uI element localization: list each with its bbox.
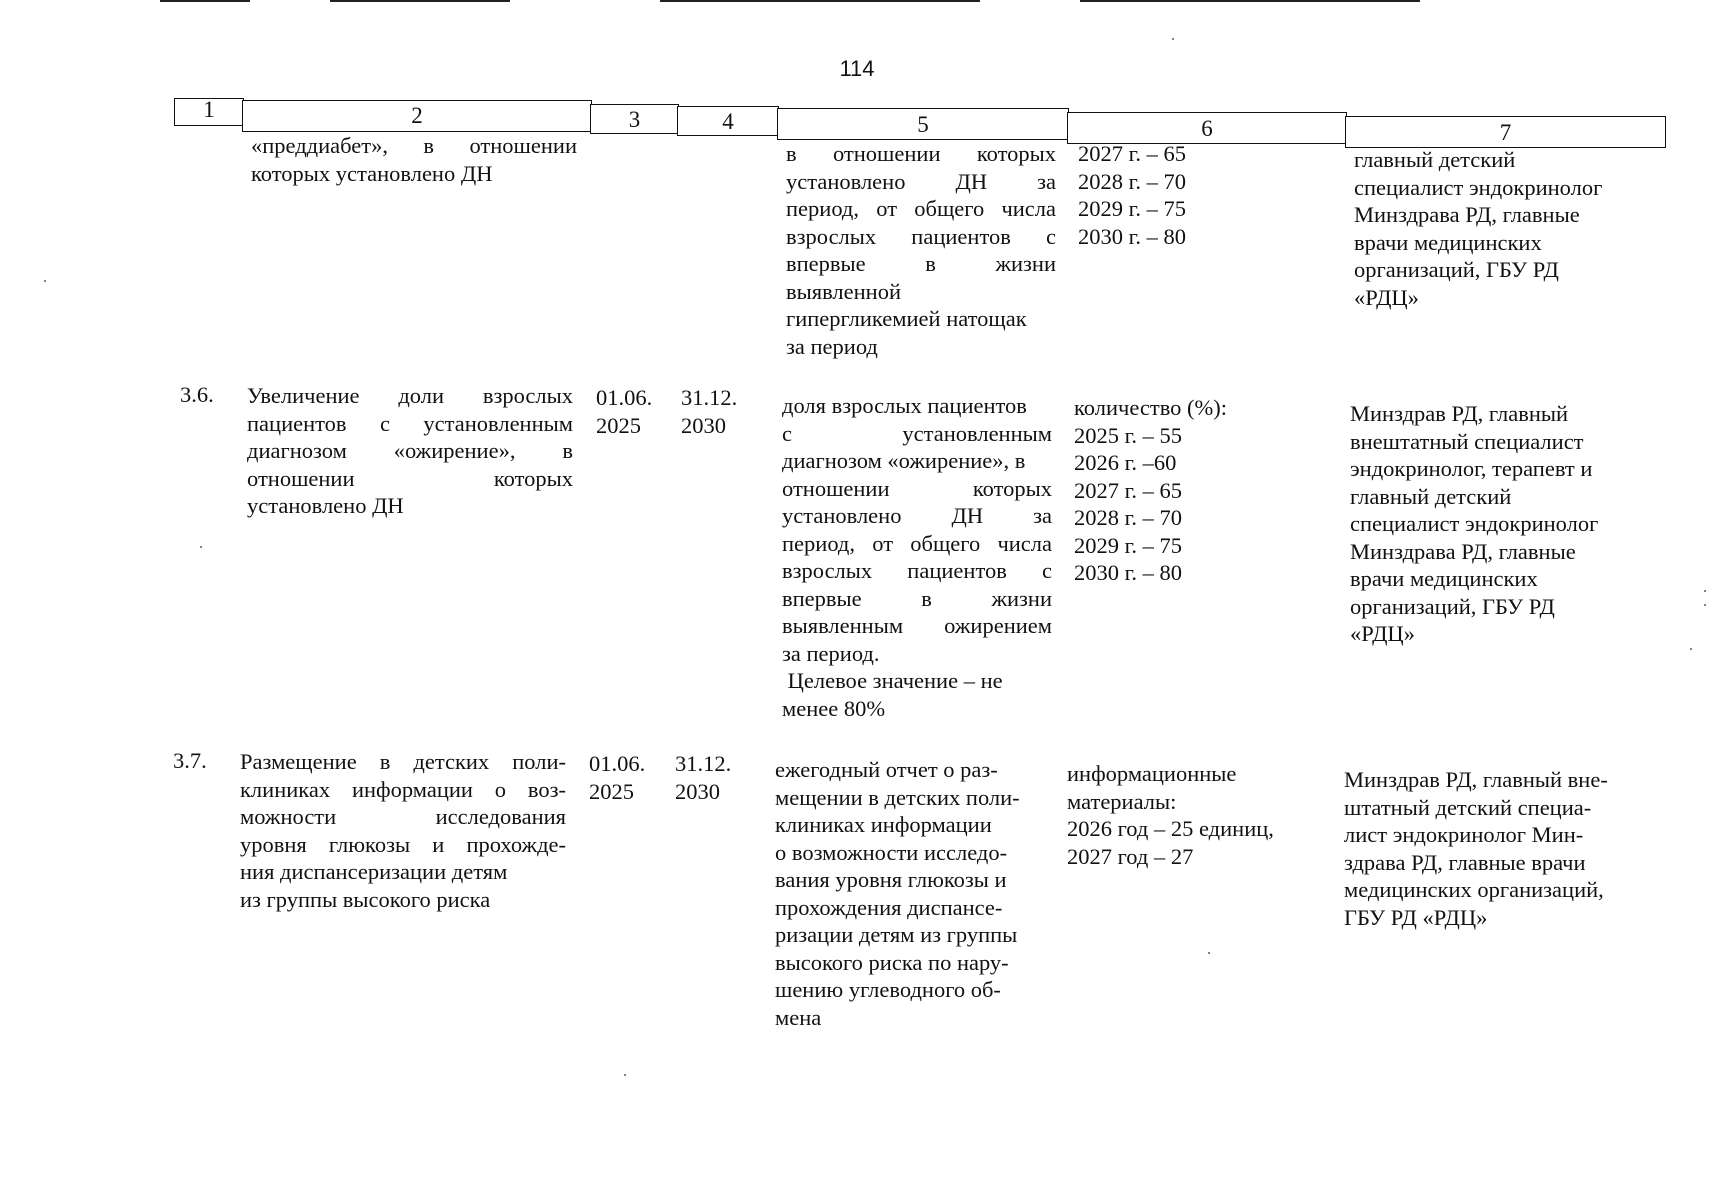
text-line: «РДЦ» — [1354, 284, 1419, 310]
text-line: установлено ДН за — [782, 503, 1052, 528]
text-line: впервые в жизни — [782, 585, 1052, 611]
text-line: 2028 г. – 70 — [1074, 505, 1182, 530]
text-line: Минздрав РД, главный — [1350, 401, 1569, 426]
text-line: специалист эндокринолог — [1354, 174, 1603, 200]
row-3-6-col3-text — [596, 384, 676, 439]
scan-speck — [200, 546, 202, 548]
row1-col2-text — [251, 132, 577, 187]
text-line: установлено ДН за — [786, 168, 1056, 194]
text-line: «РДЦ» — [1350, 621, 1415, 646]
header-col-1: 1 — [174, 98, 244, 126]
text-line: внештатный специалист — [1350, 428, 1584, 454]
text-line: организаций, ГБУ РД — [1350, 593, 1555, 619]
row-3-7-col3-text — [589, 750, 669, 805]
text-line: ризации детям из группы — [775, 922, 1018, 947]
scan-speck — [1704, 590, 1706, 592]
text-line: клиниках информации о воз- — [240, 776, 566, 802]
text-line: диагнозом «ожирение», в — [782, 448, 1026, 473]
text-line: 2025 г. – 55 — [1074, 422, 1182, 448]
text-line: материалы: — [1067, 788, 1177, 814]
text-line: штатный детский специа- — [1344, 794, 1592, 820]
text-line: ния диспансеризации детям — [240, 859, 508, 884]
text-line: Минздрава РД, главные — [1354, 202, 1580, 227]
row-3-6-col6-text — [1074, 394, 1334, 587]
text-line: которых установлено ДН — [251, 160, 493, 186]
text-line: можности исследования — [240, 804, 566, 829]
scan-edge-line — [1080, 0, 1420, 2]
text-line: мена — [775, 1004, 822, 1030]
scan-edge-line — [330, 0, 510, 2]
page-number: 114 — [839, 56, 875, 81]
row1-col7-text — [1354, 146, 1664, 311]
text-line: с установленным — [782, 420, 1052, 446]
text-line: пациентов с установленным — [247, 410, 573, 436]
text-line: 2029 г. – 75 — [1078, 196, 1186, 221]
text-line: 2028 г. – 70 — [1078, 168, 1186, 194]
text-line: специалист эндокринолог — [1350, 511, 1599, 536]
text-line: уровня глюкозы и прохожде- — [240, 831, 566, 857]
text-line: клиниках информации — [775, 812, 992, 837]
text-line: взрослых пациентов с — [782, 558, 1052, 583]
start-date-line: 01.06. — [596, 385, 653, 410]
text-line: ГБУ РД «РДЦ» — [1344, 904, 1488, 930]
text-line: взрослых пациентов с — [786, 223, 1056, 249]
text-line: медицинских организаций, — [1344, 877, 1604, 902]
text-line: ежегодный отчет о раз- — [775, 757, 998, 782]
text-line: эндокринолог, терапевт и — [1350, 456, 1593, 481]
scan-speck — [1208, 952, 1210, 954]
text-line: менее 80% — [782, 695, 886, 721]
text-line: впервые в жизни — [786, 251, 1056, 276]
row-3-7-number: 3.7. — [173, 748, 207, 773]
text-line: период, от общего числа — [786, 196, 1056, 221]
text-line: установлено ДН — [247, 493, 404, 518]
text-line: отношении которых — [782, 475, 1052, 501]
text-line: мещении в детских поли- — [775, 784, 1020, 810]
text-line: доля взрослых пациентов — [782, 393, 1027, 418]
row1-col5-text — [786, 140, 1056, 360]
row-3-7-col2-text — [240, 748, 566, 913]
text-line: за период — [786, 333, 878, 359]
text-line: 2029 г. – 75 — [1074, 532, 1182, 558]
start-date-line: 2025 — [589, 778, 634, 804]
row-3-6-col7-text — [1350, 400, 1665, 648]
text-line: 2030 г. – 80 — [1078, 223, 1186, 249]
end-date-line: 2030 — [675, 778, 720, 804]
text-line: «преддиабет», в отношении — [251, 133, 577, 158]
header-col-3: 3 — [590, 104, 679, 134]
row-3-7-col6-text — [1067, 760, 1337, 870]
text-line: здрава РД, главные врачи — [1344, 849, 1586, 875]
text-line: диагнозом «ожирение», в — [247, 438, 573, 463]
text-line: отношении которых — [247, 465, 573, 491]
text-line: вания уровня глюкозы и — [775, 867, 1007, 892]
header-col-5: 5 — [777, 108, 1069, 140]
header-col-6: 6 — [1067, 112, 1347, 144]
text-line: выявленной — [786, 278, 902, 304]
scan-edge-line — [660, 0, 980, 2]
header-col-2: 2 — [242, 100, 592, 132]
text-line: 2026 год – 25 единиц, — [1067, 816, 1274, 841]
text-line: информационные — [1067, 761, 1237, 786]
row-3-6-col4-text — [681, 384, 771, 439]
header-col-7: 7 — [1345, 116, 1666, 148]
text-line: врачи медицинских — [1350, 566, 1538, 591]
text-line: 2027 г. – 65 — [1074, 477, 1182, 503]
end-date-line: 31.12. — [675, 751, 732, 776]
row-3-7-col5-text — [775, 756, 1050, 1031]
text-line: высокого риска по нару- — [775, 949, 1009, 975]
text-line: 2027 г. – 65 — [1078, 141, 1186, 166]
end-date-line: 31.12. — [681, 385, 738, 410]
text-line: период, от общего числа — [782, 530, 1052, 556]
text-line: главный детский — [1350, 483, 1512, 509]
text-line: количество (%): — [1074, 395, 1228, 420]
text-line: врачи медицинских — [1354, 229, 1542, 255]
text-line: 2026 г. –60 — [1074, 450, 1177, 475]
text-line: за период. — [782, 640, 880, 666]
text-line: гипергликемией натощак — [786, 306, 1027, 331]
text-line: лист эндокринолог Мин- — [1344, 822, 1584, 847]
header-col-4: 4 — [677, 106, 779, 136]
end-date-line: 2030 — [681, 412, 726, 438]
text-line: организаций, ГБУ РД — [1354, 257, 1559, 282]
row-3-6-col5-text — [782, 392, 1052, 722]
scan-speck — [1704, 604, 1706, 606]
text-line: выявленным ожирением — [782, 613, 1052, 638]
row1-col6-text — [1078, 140, 1338, 250]
scan-speck — [1690, 648, 1692, 650]
row-3-7-col4-text — [675, 750, 765, 805]
text-line: 2030 г. – 80 — [1074, 560, 1182, 585]
row-3-7-col7-text — [1344, 766, 1669, 931]
scan-edge-line — [160, 0, 250, 2]
scan-speck — [1172, 38, 1174, 40]
row-3-6-col2-text — [247, 382, 573, 520]
text-line: Размещение в детских поли- — [240, 749, 566, 774]
text-line: 2027 год – 27 — [1067, 843, 1194, 869]
text-line: о возможности исследо- — [775, 839, 1008, 865]
text-line: шению углеводного об- — [775, 977, 1001, 1002]
text-line: Минздрава РД, главные — [1350, 538, 1576, 564]
text-line: главный детский — [1354, 147, 1516, 172]
scan-speck — [624, 1074, 626, 1076]
start-date-line: 01.06. — [589, 751, 646, 776]
text-line: прохождения диспансе- — [775, 894, 1003, 920]
text-line: в отношении которых — [786, 141, 1056, 166]
start-date-line: 2025 — [596, 412, 641, 438]
row-3-6-number: 3.6. — [180, 382, 214, 407]
text-line: Минздрав РД, главный вне- — [1344, 767, 1608, 792]
scan-speck — [44, 280, 46, 282]
text-line: Увеличение доли взрослых — [247, 383, 573, 408]
text-line: Целевое значение – не — [782, 668, 1003, 693]
text-line: из группы высокого риска — [240, 886, 491, 912]
